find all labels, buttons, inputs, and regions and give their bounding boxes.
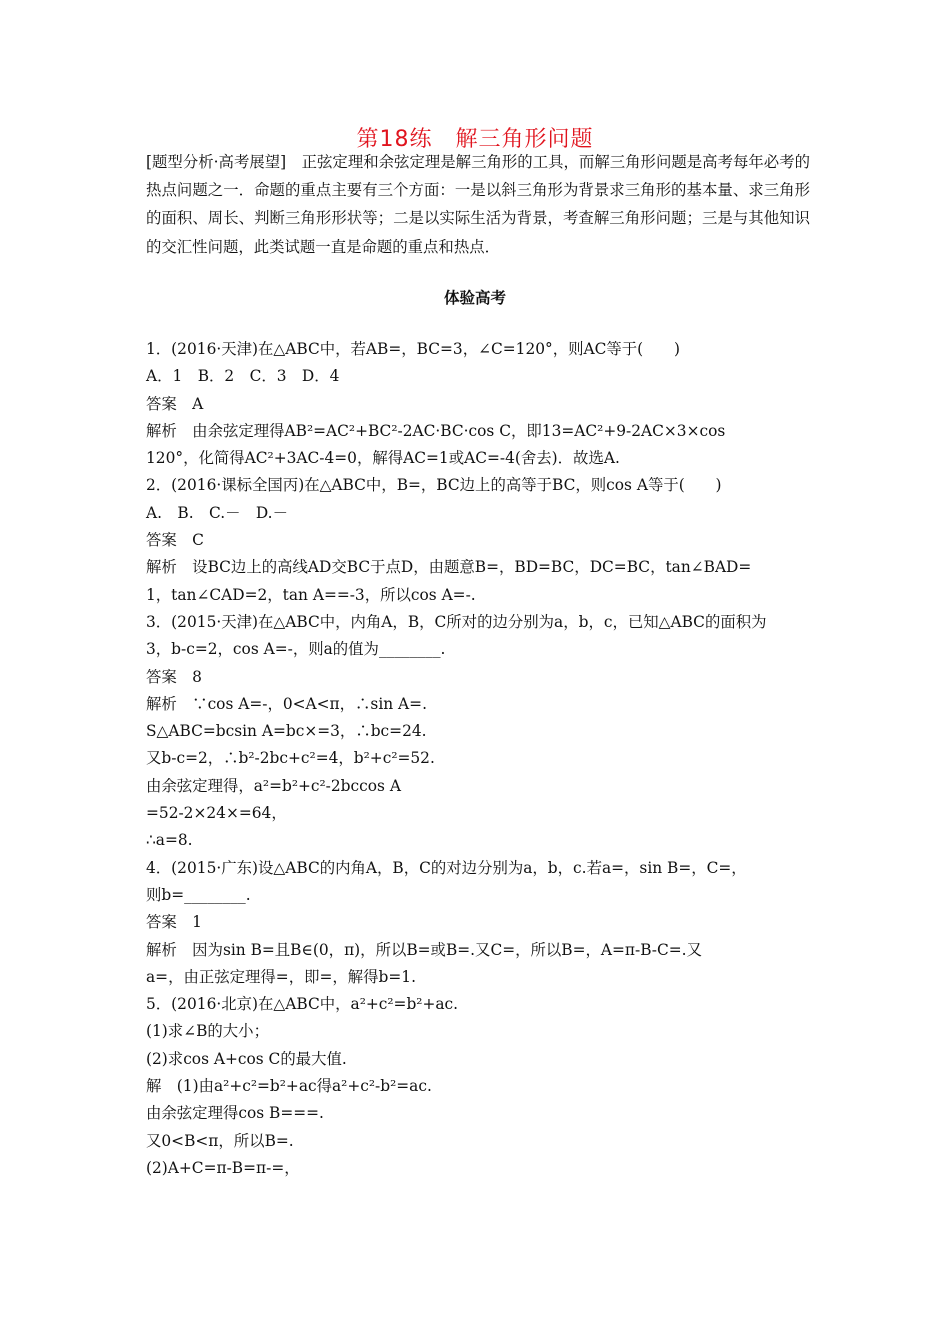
- text-line: 又b-c=2，∴b²-2bc+c²=4，b²+c²=52.: [146, 749, 435, 768]
- text-line: 由余弦定理得cos B===.: [146, 1104, 324, 1123]
- page-title: 第18练 解三角形问题: [356, 127, 594, 152]
- text-line: (2)求cos A+cos C的最大值.: [146, 1049, 347, 1068]
- text-line: 解析 因为sin B=且B∈(0，π)，所以B=或B=.又C=，所以B=，A=π-B-C=.又: [146, 940, 702, 959]
- text-line: 答案 C: [146, 531, 204, 550]
- text-line: 答案 1: [146, 913, 202, 932]
- text-line: 答案 A: [146, 394, 204, 413]
- text-line: (1)求∠B的大小；: [146, 1022, 269, 1041]
- text-line: 1，tan∠CAD=2，tan A==-3，所以cos A=-.: [146, 585, 476, 604]
- text-line: A．1 B．2 C．3 D．4: [146, 367, 340, 386]
- text-line: 5．(2016·北京)在△ABC中，a²+c²=b²+ac.: [146, 995, 459, 1014]
- text-line: 2．(2016·课标全国丙)在△ABC中，B=，BC边上的高等于BC，则cos A等于( ): [146, 476, 722, 495]
- intro-paragraph: [题型分析·高考展望] 正弦定理和余弦定理是解三角形的工具，而解三角形问题是高考每年必考的热点问题之一．命题的重点主要有三个方面：一是以斜三角形为背景求三角形的基本量、求三角形的面积、周长、判断三角形形状等；二是以实际生活为背景，考查解三角形问题；三是与其他知识的交汇性问题，此类试题一直是命题的重点和热点．: [146, 153, 810, 256]
- text-line: A. B. C.－ D.－: [146, 503, 288, 522]
- text-line: =52-2×24×=64，: [146, 804, 287, 823]
- text-line: 3，b-c=2，cos A=-，则a的值为________.: [146, 640, 446, 659]
- text-line: S△ABC=bcsin A=bc×=3，∴bc=24.: [146, 722, 427, 741]
- text-line: 解析 设BC边上的高线AD交BC于点D，由题意B=，BD=BC，DC=BC，tan∠BAD=: [146, 558, 752, 577]
- text-line: 由余弦定理得，a²=b²+c²-2bccos A: [146, 776, 401, 795]
- text-line: 又0<B<π，所以B=.: [146, 1131, 294, 1150]
- text-line: 则b=________.: [146, 885, 251, 904]
- text-line: ∴a=8.: [146, 831, 193, 850]
- text-line: 1．(2016·天津)在△ABC中，若AB=，BC=3，∠C=120°，则AC等于( ): [146, 340, 680, 358]
- section-heading: 体验高考: [443, 289, 506, 307]
- text-line: a=，由正弦定理得=，即=，解得b=1.: [146, 967, 416, 986]
- text-line: 3．(2015·天津)在△ABC中，内角A，B，C所对的边分别为a，b，c，已知△ABC的面积为: [146, 612, 767, 631]
- text-line: 120°，化简得AC²+3AC-4=0，解得AC=1或AC=-4(舍去)．故选A.: [146, 449, 620, 468]
- text-line: 解析 ∵cos A=-，0<A<π，∴sin A=.: [146, 694, 427, 713]
- text-line: (2)A+C=π-B=π-=，: [146, 1158, 300, 1177]
- text-line: 答案 8: [146, 667, 202, 686]
- problem-content: [146, 336, 810, 1182]
- text-line: 解析 由余弦定理得AB²=AC²+BC²-2AC·BC·cos C，即13=AC²+9-2AC×3×cos: [146, 421, 726, 440]
- text-line: 4．(2015·广东)设△ABC的内角A，B，C的对边分别为a，b，c.若a=，sin B=，C=，: [146, 858, 747, 877]
- text-line: 解 (1)由a²+c²=b²+ac得a²+c²-b²=ac.: [146, 1077, 432, 1096]
